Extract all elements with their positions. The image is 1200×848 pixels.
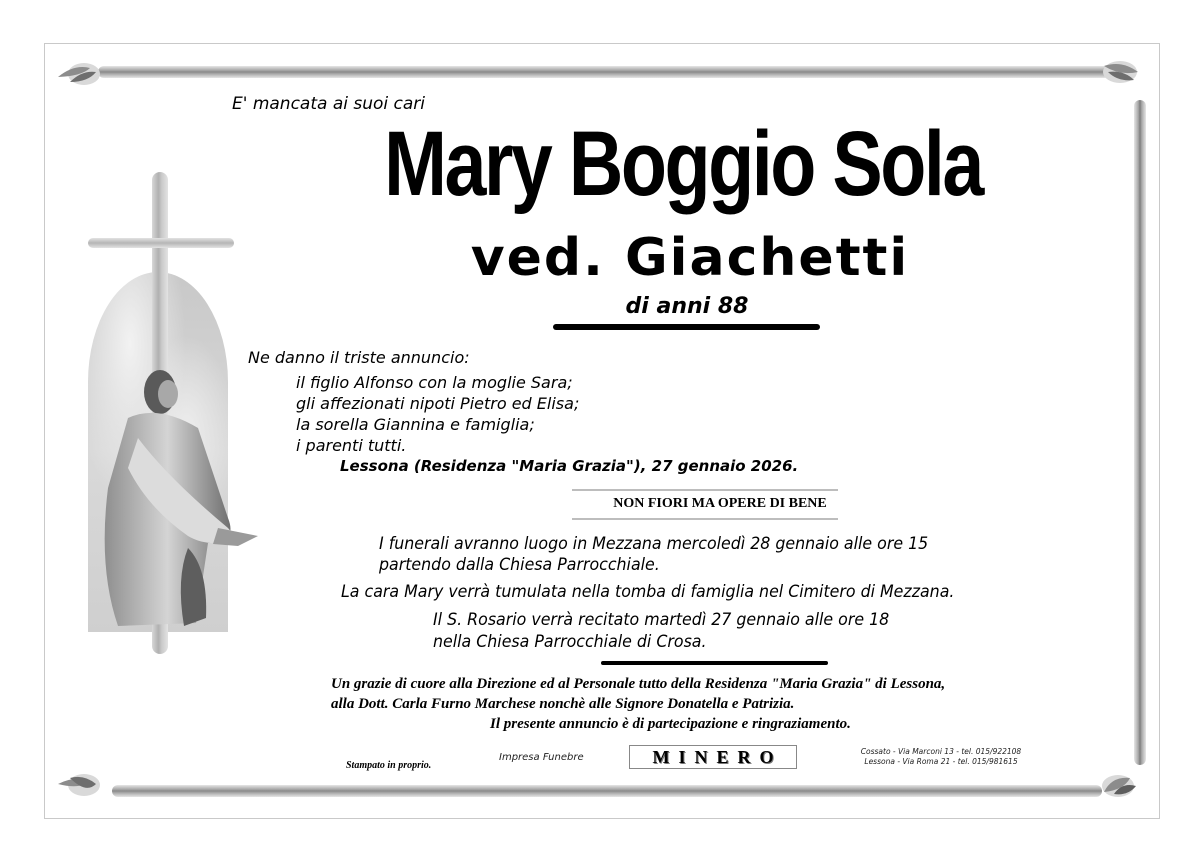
announce-heading: Ne danno il triste annuncio: [248, 348, 470, 367]
burial-line: La cara Mary verrà tumulata nella tomba di famiglia nel Cimitero di Mezzana. [341, 582, 955, 602]
thanks-line: Un grazie di cuore alla Direzione ed al Personale tutto della Residenza "Maria Grazia" di Lessona, [331, 676, 946, 692]
age-divider [553, 324, 820, 330]
family-line: la sorella Giannina e famiglia; [296, 415, 535, 434]
family-line: i parenti tutti. [296, 436, 407, 455]
funeral-line: I funerali avranno luogo in Mezzana mercoledì 28 gennaio alle ore 15 [379, 534, 929, 554]
thanks-line: alla Dott. Carla Furno Marchese nonchè alle Signore Donatella e Patrizia. [331, 696, 795, 712]
no-flowers-note: NON FIORI MA OPERE DI BENE [613, 496, 827, 511]
agency-addresses [836, 747, 1046, 767]
divider [572, 489, 838, 491]
widow-of: ved. Giachetti [470, 228, 910, 288]
frame-top-bar [98, 66, 1110, 78]
family-line: gli affezionati nipoti Pietro ed Elisa; [296, 394, 580, 413]
deceased-name: Mary Boggio Sola [384, 113, 982, 215]
leaf-corner-icon [56, 772, 102, 798]
agency-label: Impresa Funebre [499, 752, 584, 763]
divider [572, 518, 838, 520]
printed-note: Stampato in proprio. [346, 760, 432, 771]
cross-crossbar [88, 238, 234, 248]
frame-right-bar [1134, 100, 1146, 765]
thanks-line: Il presente annuncio è di partecipazione e ringraziamento. [490, 716, 851, 732]
place-date: Lessona (Residenza "Maria Grazia"), 27 gennaio 2026. [340, 457, 799, 475]
family-line: il figlio Alfonso con la moglie Sara; [296, 373, 573, 392]
leaf-corner-icon [56, 60, 102, 86]
address-line: Cossato - Via Marconi 13 - tel. 015/922108 [860, 747, 1022, 756]
rosary-line: nella Chiesa Parrocchiale di Crosa. [433, 632, 707, 652]
funeral-line: partendo dalla Chiesa Parrocchiale. [379, 555, 660, 575]
frame-bottom-bar [112, 785, 1102, 797]
rosary-line: Il S. Rosario verrà recitato martedì 27 gennaio alle ore 18 [433, 610, 890, 630]
divider [601, 661, 828, 665]
address-line: Lessona - Via Roma 21 - tel. 015/981615 [864, 757, 1018, 766]
intro-text: E' mancata ai suoi cari [232, 94, 426, 114]
praying-figure-image [88, 368, 268, 638]
age-text: di anni 88 [625, 294, 749, 319]
leaf-corner-icon [1096, 772, 1142, 798]
agency-logo: MINERO [629, 745, 797, 769]
family-list [296, 372, 579, 456]
leaf-corner-icon [1098, 58, 1144, 84]
